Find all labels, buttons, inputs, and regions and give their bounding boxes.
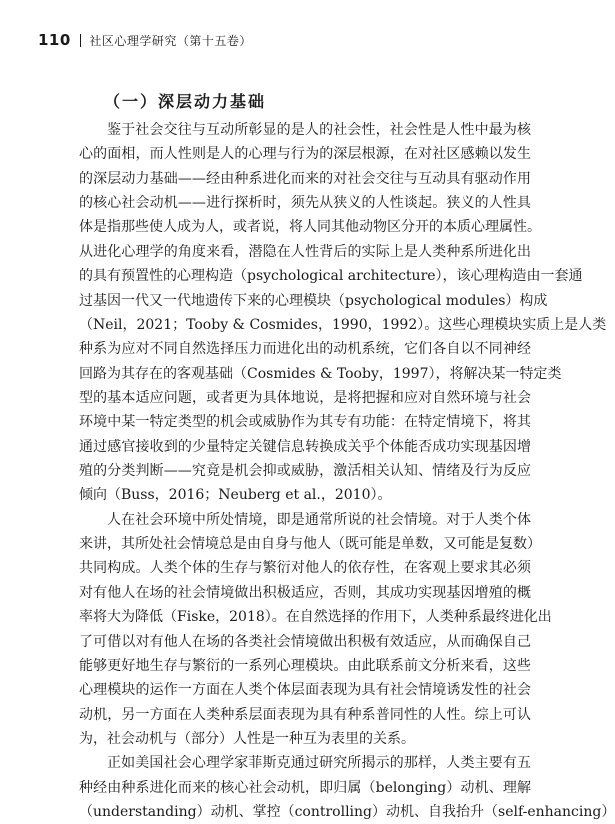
text-line: 通过感官接收到的少量特定关键信息转换成关乎个体能否成功实现基因增: [79, 438, 531, 455]
text-line: 的具有预置性的心理构造（psychological architecture），该心理构造由一套通: [79, 268, 583, 285]
running-head: [38, 30, 252, 50]
text-line: 对有他人在场的社会情境做出积极适应，否则，其成功实现基因增殖的概: [79, 584, 531, 601]
text-line: 体是指那些使人成为人，或者说，将人同其他动物区分开的本质心理属性。: [79, 219, 541, 236]
text-line: 殖的分类判断——究竟是机会抑或威胁，激活相关认知、情绪及行为反应: [79, 463, 531, 480]
text-line: 种系为应对不同自然选择压力而进化出的动机系统，它们各自以不同神经: [79, 341, 531, 358]
text-line: 为，社会动机与（部分）人性是一种互为表里的关系。: [79, 730, 415, 747]
text-line: 的深层动力基础——经由种系进化而来的对社会交往与互动具有驱动作用: [79, 170, 531, 187]
text-line: 倾向（Buss，2016；Neuberg et al.，2010）。: [79, 487, 392, 504]
text-line: 心理模块的运作一方面在人类个体层面表现为具有社会情境诱发性的社会: [79, 682, 531, 699]
text-line: 来讲，其所处社会情境总是由自身与他人（既可能是单数，又可能是复数）: [79, 536, 541, 553]
text-line: 过基因一代又一代地遗传下来的心理模块（psychological modules）构成: [79, 292, 548, 309]
paragraph: [79, 508, 552, 752]
text-line: 能够更好地生存与繁衍的一系列心理模块。由此联系前文分析来看，这些: [79, 657, 531, 674]
text-line: 了可借以对有他人在场的各类社会情境做出积极有效适应，从而确保自己: [79, 633, 531, 650]
text-line: 型的基本适应问题，或者更为具体地说，是将把握和应对自然环境与社会: [79, 389, 531, 406]
text-line: 共同构成。人类个体的生存与繁衍对他人的依存性，在客观上要求其必须: [79, 560, 531, 577]
text-line: （Neil，2021；Tooby & Cosmides，1990，1992）。这些心理模块实质上是人类: [79, 316, 607, 333]
text-line: 心的面相，而人性则是人的心理与行为的深层根源，在对社区感赖以发生: [79, 146, 531, 163]
text-line: 动机，另一方面在人类种系层面表现为具有种系普同性的人性。综上可认: [79, 706, 531, 723]
text-line: 回路为其存在的客观基础（Cosmides & Tooby，1997），将解决某一特定类: [79, 365, 562, 382]
text-line: 从进化心理学的角度来看，潜隐在人性背后的实际上是人类种系所进化出: [79, 243, 531, 260]
text-line: 的核心社会动机——进行探析时，须先从狭义的人性谈起。狭义的人性具: [79, 195, 531, 212]
section-heading: （一）深层动力基础: [104, 92, 267, 111]
header-divider: [80, 34, 82, 47]
text-line: 率将大为降低（Fiske，2018）。在自然选择的作用下，人类种系最终进化出: [79, 609, 552, 626]
journal-title: 社区心理学研究（第十五卷）: [89, 33, 252, 48]
text-line: 种经由种系进化而来的核心社会动机，即归属（belonging）动机、理解: [79, 779, 531, 796]
text-line: 人在社会环境中所处情境，即是通常所说的社会情境。对于人类个体: [107, 511, 531, 528]
paragraph: [79, 118, 607, 508]
text-line: 环境中某一特定类型的机会或威胁作为其专有功能：在特定情境下，将其: [79, 414, 531, 431]
paragraph: [79, 751, 615, 824]
text-line: 正如美国社会心理学家菲斯克通过研究所揭示的那样，人类主要有五: [107, 755, 531, 772]
page-number: 110: [38, 31, 71, 49]
body-text: [79, 118, 615, 824]
text-line: 鉴于社会交往与互动所彰显的是人的社会性，社会性是人性中最为核: [107, 122, 531, 138]
text-line: （understanding）动机、掌控（controlling）动机、自我抬升（self-enhancing）: [79, 804, 615, 821]
